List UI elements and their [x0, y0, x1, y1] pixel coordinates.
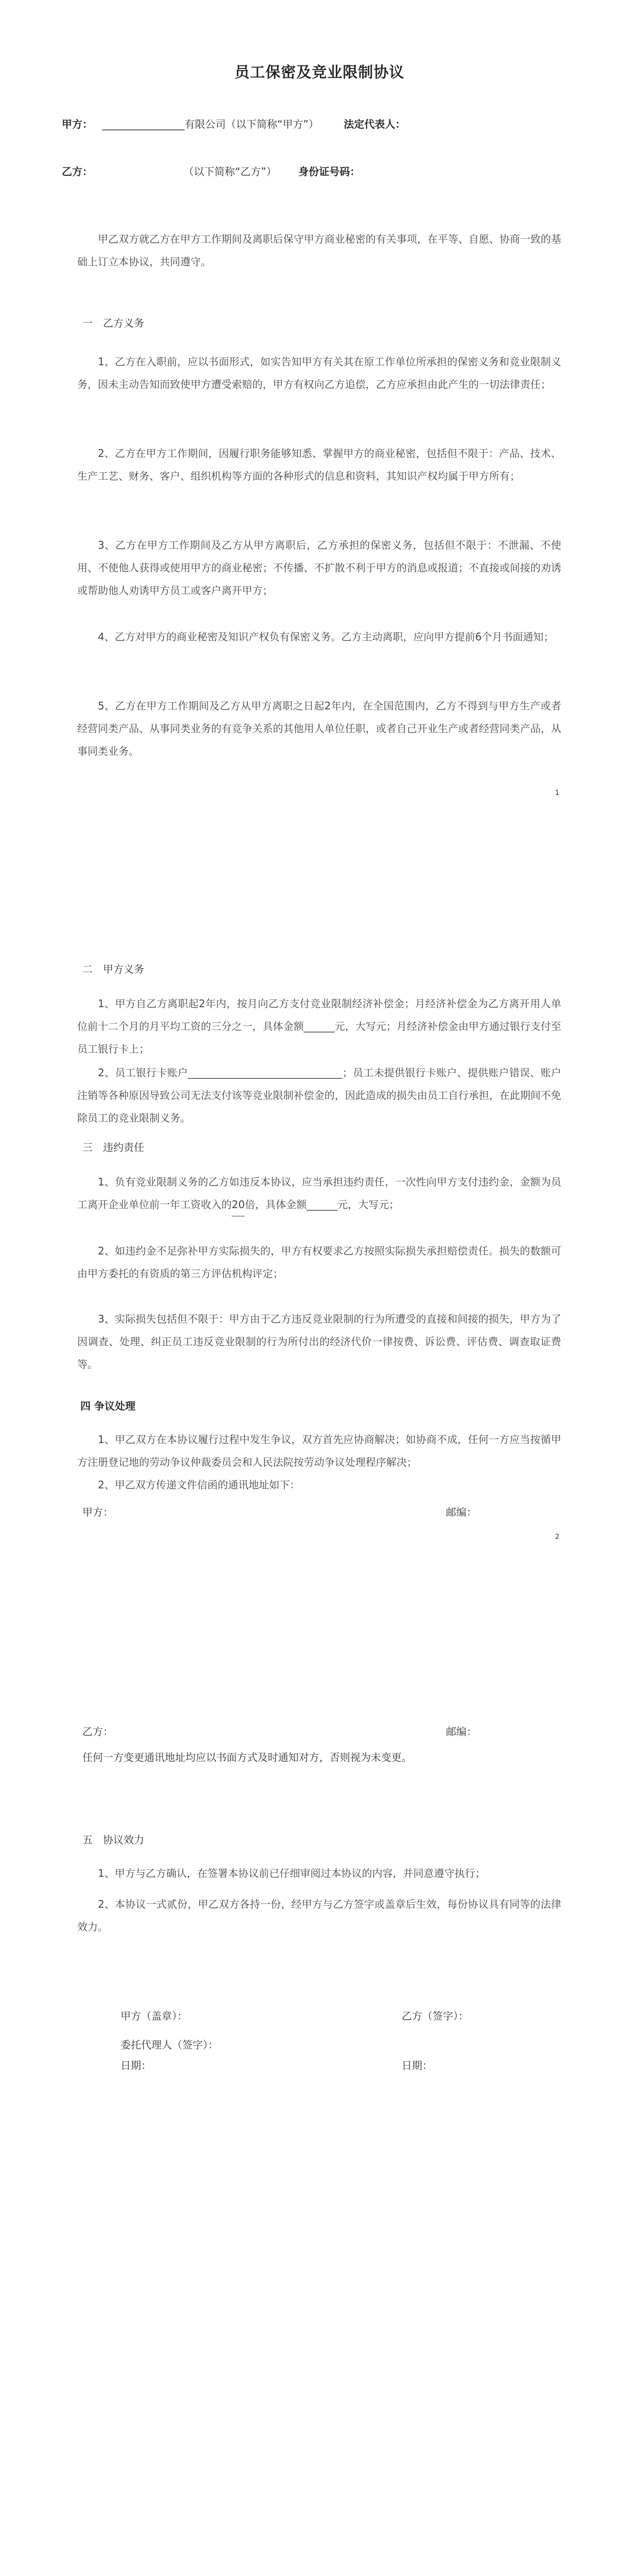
section-2-item-1 [77, 992, 561, 1060]
section-2-item-1-text-b: 元，大写元；月经济补偿金由甲方通过银行支付至员工银行卡上； [77, 1020, 561, 1055]
section-2-item-2-text-a: 2、员工银行卡账户 [98, 1066, 188, 1079]
id-number-label: 身份证号码： [298, 165, 360, 178]
party-b-label: 乙方： [62, 165, 93, 178]
party-b-alias: （以下简称“乙方”） [183, 165, 277, 178]
page-3 [0, 1807, 639, 2576]
address-party-b-postcode: 邮编： [446, 1725, 477, 1738]
bank-account-blank: ______________________________ [187, 1066, 342, 1079]
section-1-heading: 一 乙方义务 [82, 317, 144, 329]
party-a-seal-label: 甲方（盖章）： [120, 2010, 187, 2022]
section-5-heading: 五 协议效力 [82, 1834, 144, 1846]
page-2 [0, 904, 639, 1807]
section-1-item-5: 5、乙方在甲方工作期间及乙方从甲方离职之日起2年内，在全国范围内，乙方不得到与甲方生产或者经营同类产品、从事同类业务的有竞争关系的其他用人单位任职，或者自己开业生产或者经营同类产品，从事同类业务。 [77, 700, 561, 757]
address-party-a-label: 甲方： [82, 1506, 113, 1518]
section-3-item-2: 2、如违约金不足弥补甲方实际损失的，甲方有权要求乙方按照实际损失承担赔偿责任。损失的数额可由甲方委托的有资质的第三方评估机构评定； [77, 1245, 561, 1280]
section-2-item-2 [77, 1061, 561, 1129]
address-change-notice: 任何一方变更通讯地址均应以书面方式及时通知对方，否则视为未变更。 [82, 1751, 412, 1764]
section-1-item-2: 2、乙方在甲方工作期间，因履行职务能够知悉、掌握甲方的商业秘密，包括但不限于：产品、技术、生产工艺、财务、客户、组织机构等方面的各种形式的信息和资料，其知识产权均属于甲方所有； [77, 447, 561, 482]
section-1-item-4: 4、乙方对甲方的商业秘密及知识产权负有保密义务。乙方主动离职，应向甲方提前6个月书面通知； [98, 631, 554, 643]
intro-paragraph: 甲乙双方就乙方在甲方工作期间及离职后保守甲方商业秘密的有关事项，在平等、自愿、协商一致的基础上订立本协议，共同遵守。 [77, 233, 561, 268]
document-title: 员工保密及竞业限制协议 [234, 63, 405, 81]
multiple-value: 20 [232, 1193, 245, 1216]
section-5-item-1: 1、甲方与乙方确认，在签署本协议前已仔细审阅过本协议的内容，并同意遵守执行； [98, 1867, 486, 1879]
section-3-heading: 三 违约责任 [82, 1141, 144, 1154]
section-4-heading: 四 争议处理 [80, 1400, 135, 1412]
section-1-item-1: 1、乙方在入职前，应以书面形式，如实告知甲方有关其在原工作单位所承担的保密义务和竞业限制义务，因未主动告知而致使甲方遭受索赔的，甲方有权向乙方追偿，乙方应承担由此产生的一切法律责任； [77, 355, 561, 391]
party-b-sign-label: 乙方（签字）： [402, 2010, 469, 2022]
section-4-item-1: 1、甲乙双方在本协议履行过程中发生争议，双方首先应协商解决；如协商不成，任何一方应当按循甲方注册登记地的劳动争议仲裁委员会和人民法院按劳动争议处理程序解决； [77, 1433, 561, 1468]
party-a-blank: ________________ [102, 118, 185, 130]
section-2-heading: 二 甲方义务 [82, 963, 144, 975]
section-3-item-1 [77, 1171, 561, 1216]
section-5-item-2: 2、本协议一式贰份，甲乙双方各持一份，经甲方与乙方签字或盖章后生效，每份协议具有同等的法律效力。 [77, 1898, 561, 1933]
section-3-item-1-text-b: 倍，具体金额 [245, 1198, 307, 1211]
penalty-blank: ______ [306, 1198, 338, 1211]
address-party-b-label: 乙方： [82, 1725, 113, 1738]
party-a-date-label: 日期： [120, 2059, 151, 2072]
page-number: 1 [555, 789, 560, 797]
section-2-item-1-text-a: 1、甲方自乙方离职起2年内，按月向乙方支付竞业限制经济补偿金；月经济补偿金为乙方离开用人单位前十二个月的月平均工资的三分之一，具体金额 [77, 997, 561, 1032]
section-2-item-2-text-b: ；员工未提供银行卡账户、提供账户错误、账户注销等各种原因导致公司无法支付该等竞业限制补偿金的，因此造成的损失由员工自行承担，在此期间不免除员工的竞业限制义务。 [77, 1066, 561, 1124]
section-3-item-1-text-a: 1、负有竞业限制义务的乙方如违反本协议，应当承担违约责任，一次性向甲方支付违约金，金额为员工离开企业单位前一年工资收入的 [77, 1176, 561, 1211]
party-b-line [62, 164, 360, 179]
legal-rep-label: 法定代表人： [343, 118, 406, 130]
page-number: 2 [555, 1533, 560, 1541]
section-3-item-1-text-c: 元，大写元； [337, 1198, 400, 1211]
section-1-item-3: 3、乙方在甲方工作期间及乙方从甲方离职后，乙方承担的保密义务，包括但不限于：不泄漏、不使用、不使他人获得或使用甲方的商业秘密；不传播、不扩散不利于甲方的消息或报道；不直接或间接的劝诱或帮助他人劝诱甲方员工或客户离开甲方； [77, 539, 561, 597]
party-b-date-label: 日期： [402, 2059, 433, 2072]
party-a-label: 甲方： [62, 118, 93, 130]
party-a-company: 有限公司（以下简称“甲方”） [184, 118, 319, 130]
party-a-line [62, 116, 405, 132]
section-4-item-2: 2、甲乙双方传递文件信函的通讯地址如下： [98, 1479, 300, 1491]
address-party-a-postcode: 邮编： [446, 1506, 477, 1518]
page-1 [0, 0, 639, 904]
section-3-item-3: 3、实际损失包括但不限于：甲方由于乙方违反竞业限制的行为所遭受的直接和间接的损失，甲方为了因调查、处理、纠正员工违反竞业限制的行为所付出的经济代价一律按费、诉讼费、评估费、调查取证费等。 [77, 1313, 561, 1370]
agent-sign-label: 委托代理人（签字）： [120, 2039, 218, 2051]
amount-blank: ______ [304, 1020, 335, 1032]
